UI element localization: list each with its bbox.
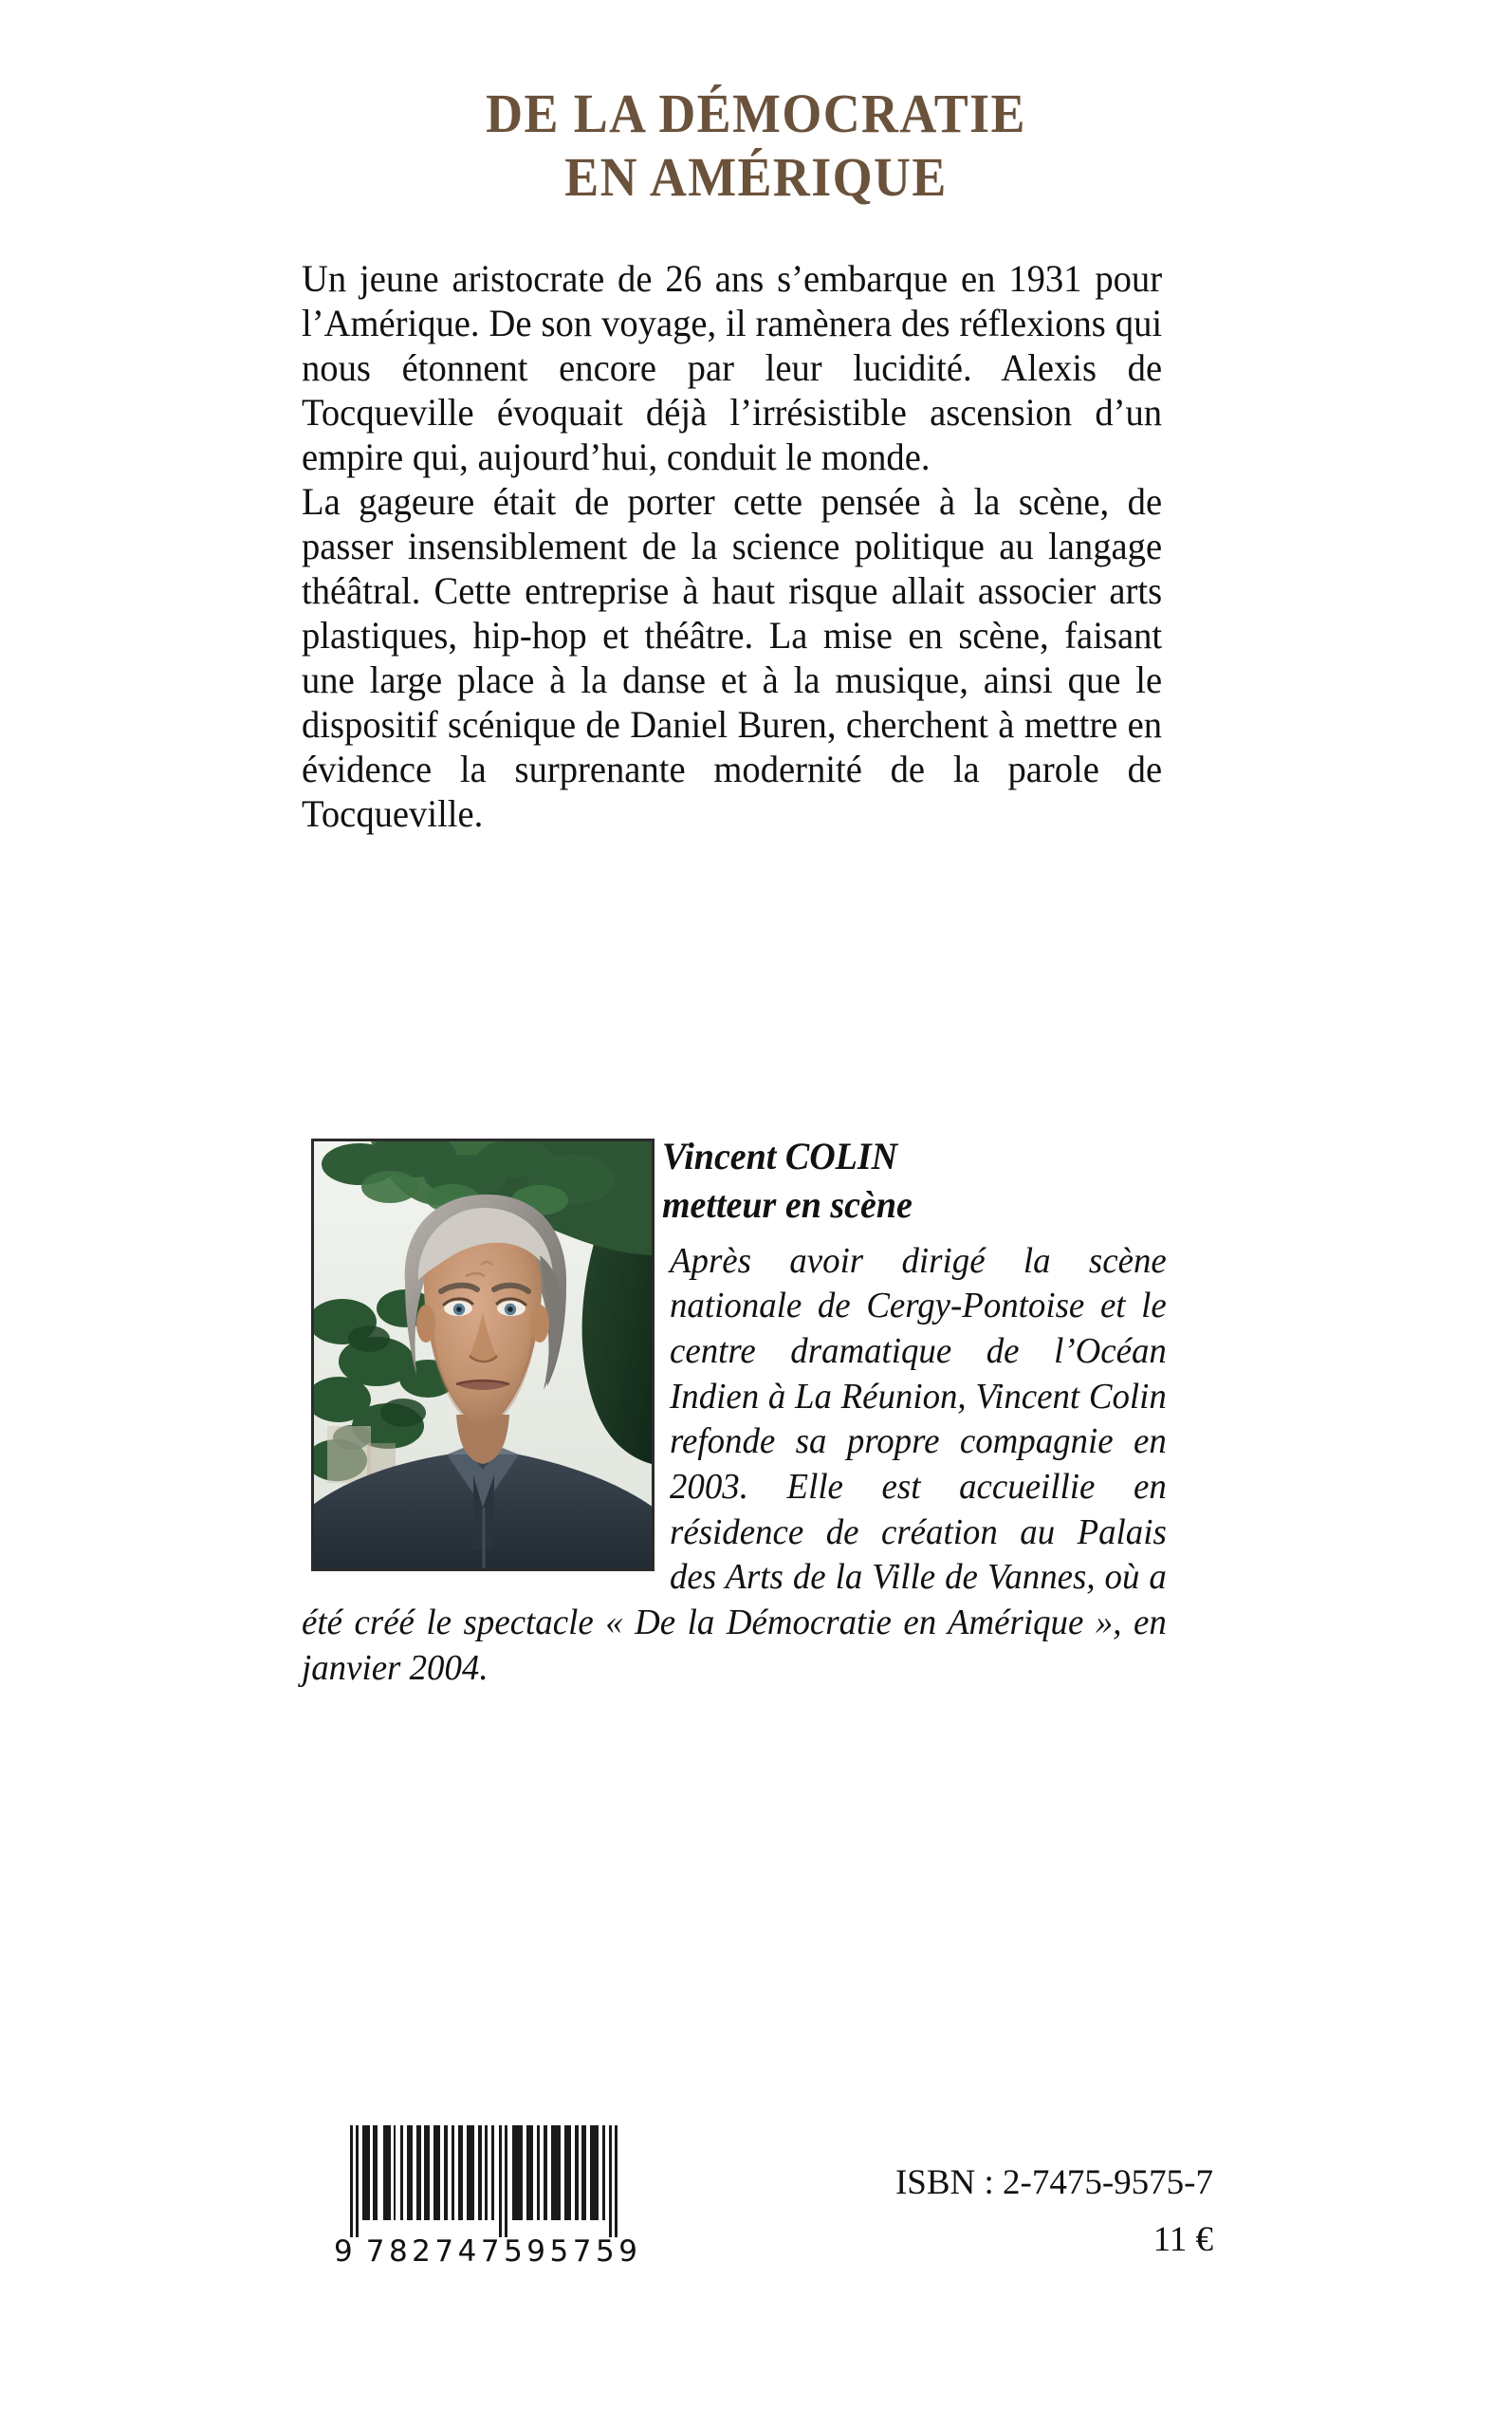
cover-footer (0, 2125, 1512, 2372)
author-name: Vincent COLIN (662, 1135, 898, 1177)
barcode-lead-digit: 9 (334, 2234, 353, 2269)
book-blurb (302, 256, 1193, 836)
author-section (302, 1135, 1193, 1691)
barcode-group-left: 782747 (365, 2234, 505, 2269)
isbn-price-block (895, 2161, 1213, 2263)
book-title-line-1: DE LA DÉMOCRATIE (486, 83, 1026, 144)
author-role: metteur en scène (662, 1182, 913, 1226)
isbn-text: ISBN : 2-7475-9575-7 (894, 2163, 1213, 2202)
blurb-paragraph-2: La gageure était de porter cette pensée à la scène, de passer insensiblement de la science politique au langage théâtral. Cette entreprise à haut risque allait associer arts plastiques, hip-hop et théâtre. La mise en scène, faisant une large place à la danse et à la musique, ainsi que le dispositif scénique de Daniel Buren, cherchent à mettre en évidence la surprenante modernité de la parole de Tocqueville. (302, 480, 1163, 835)
barcode-group-right: 595759 (504, 2234, 642, 2269)
ean13-barcode (334, 2125, 642, 2269)
book-title (0, 82, 1512, 210)
price-text: 11 € (1152, 2220, 1213, 2260)
book-title-line-2: EN AMÉRIQUE (564, 146, 948, 209)
barcode-bars (334, 2125, 618, 2237)
blurb-paragraph-1: Un jeune aristocrate de 26 ans s’embarque en 1931 pour l’Amérique. De son voyage, il ramènera des réflexions qui nous étonnent encore par leur lucidité. Alexis de Tocqueville évoquait déjà l’irrésistible ascension d’un empire qui, aujourd’hui, conduit le monde. (302, 257, 1163, 478)
author-biography: Après avoir dirigé la scène nationale de Cergy-Pontoise et le centre dramatique de l’Océan Indien à La Réunion, Vincent Colin refonde sa propre compagnie en 2003. Elle est accueillie en résidence de création au Palais des Arts de la Ville de Vannes, où a été créé le spectacle « De la Démocratie en Amérique », en janvier 2004. (302, 1240, 1167, 1688)
barcode-digits (334, 2234, 642, 2269)
